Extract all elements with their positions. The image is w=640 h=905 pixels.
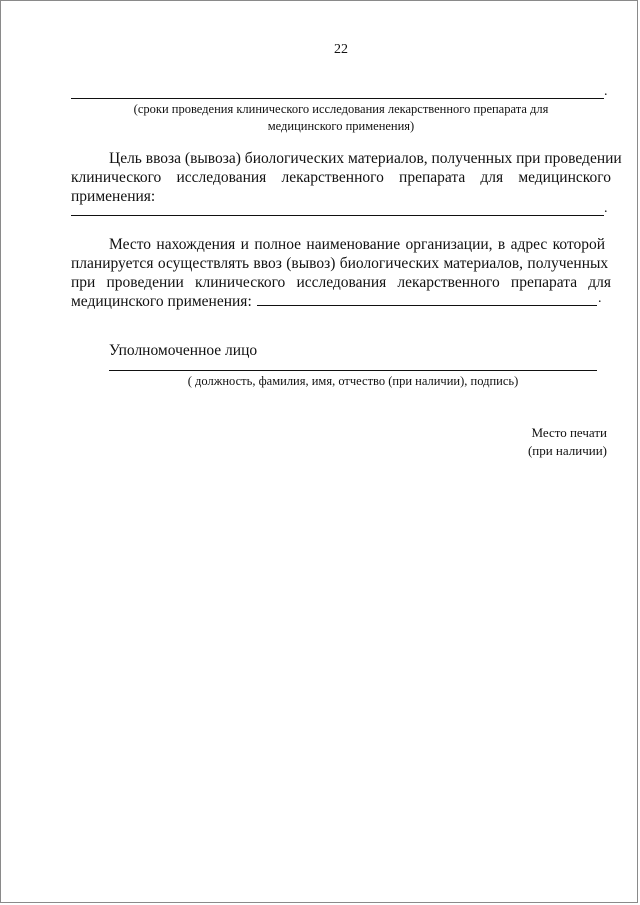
terms-blank-line — [71, 98, 604, 99]
organization-end-mark: . — [598, 291, 602, 306]
seal-line2: (при наличии) — [527, 443, 607, 458]
purpose-word: клинического — [71, 169, 162, 186]
organization-word: препарата — [510, 274, 578, 291]
organization-line3 — [71, 273, 611, 293]
purpose-line1: Цель ввоза (вывоза) биологических материалов, полученных при проведении — [109, 150, 622, 167]
page-number: 22 — [334, 42, 348, 57]
purpose-line3: применения: — [71, 188, 156, 205]
signature-caption: ( должность, фамилия, имя, отчество (при наличии), подпись) — [187, 374, 519, 388]
organization-word: исследования — [296, 274, 387, 291]
terms-caption — [71, 101, 611, 135]
signature-blank-line — [109, 370, 597, 371]
organization-line1: Место нахождения и полное наименование организации, в адрес которой — [109, 236, 606, 253]
terms-caption-line1: (сроки проведения клинического исследования лекарственного препарата для — [133, 102, 549, 116]
seal-block — [528, 424, 607, 460]
organization-word: лекарственного — [397, 274, 500, 291]
organization-word: клинического — [194, 274, 286, 291]
seal-line1: Место печати — [531, 425, 607, 440]
terms-end-mark: . — [604, 84, 608, 99]
purpose-blank-line — [71, 215, 604, 216]
organization-word: проведении — [106, 274, 184, 291]
purpose-end-mark: . — [604, 201, 608, 216]
purpose-word: медицинского — [518, 169, 611, 186]
organization-word: для — [588, 274, 611, 291]
terms-caption-line2: медицинского применения) — [267, 119, 415, 133]
purpose-word: лекарственного — [281, 169, 384, 186]
organization-blank-line — [257, 305, 597, 306]
signature-label: Уполномоченное лицо — [109, 342, 258, 359]
purpose-word: исследования — [176, 169, 267, 186]
organization-line4-label: медицинского применения: — [71, 293, 252, 310]
purpose-word: для — [480, 169, 504, 186]
organization-word: при — [71, 274, 96, 291]
organization-line2: планируется осуществлять ввоз (вывоз) биологических материалов, полученных — [71, 255, 609, 272]
purpose-word: препарата — [399, 169, 466, 186]
purpose-line2 — [71, 168, 611, 188]
